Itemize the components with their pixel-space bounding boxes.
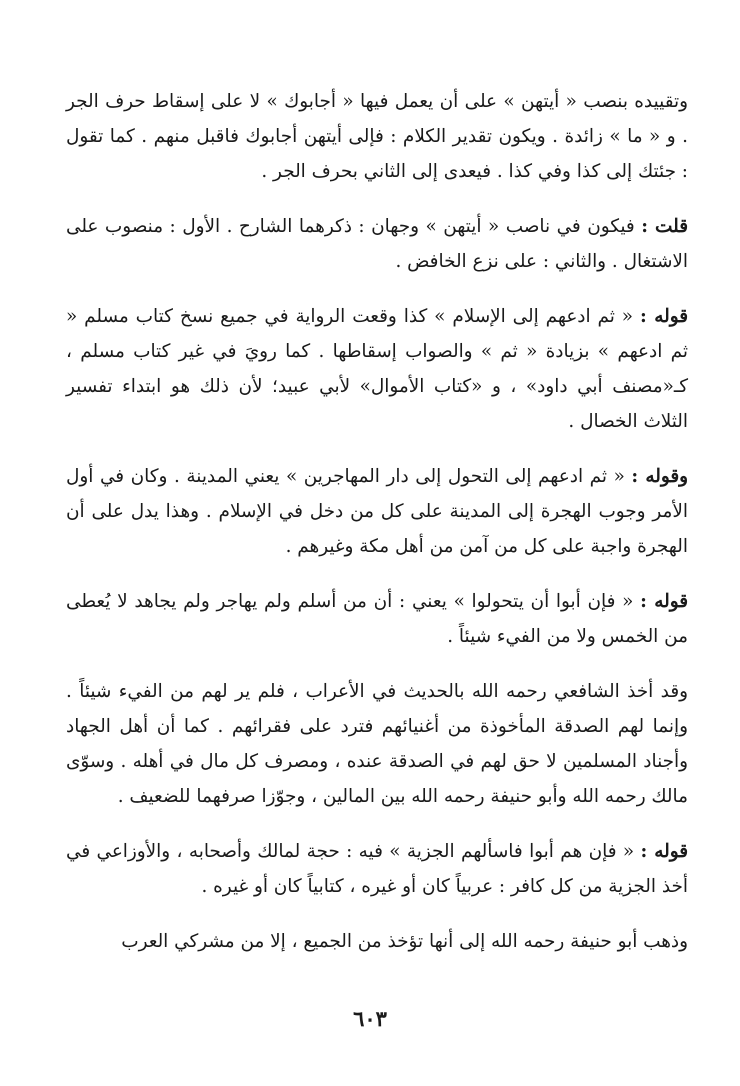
paragraph-5-lead: قوله : [640, 591, 688, 612]
paragraph-1 [66, 84, 688, 189]
paragraph-2-lead: قلت : [641, 216, 688, 237]
paragraph-3-text: « ثم ادعهم إلى الإسلام » كذا وقعت الرواية في جميع نسخ كتاب مسلم « ثم ادعهم » بزيادة « ثم » والصواب إسقاطها . كما رويَ في غير كتاب مسلم ، كـ«مصنف أبي داود» ، و «كتاب الأموال» لأبي عبيد؛ لأن ذلك هو ابتداء تفسير الثلاث الخصال . [66, 306, 688, 432]
paragraph-3 [66, 299, 688, 439]
paragraph-1-text: وتقييده بنصب « أيتهن » على أن يعمل فيها « أجابوك » لا على إسقاط حرف الجر . و « ما » زائدة . ويكون تقدير الكلام : فإلى أيتهن أجابوك فاقبل منهم . كما تقول : جئتك إلى كذا وفي كذا . فيعدى إلى الثاني بحرف الجر . [66, 91, 688, 182]
paragraph-3-lead: قوله : [639, 306, 688, 327]
paragraph-7 [66, 834, 688, 904]
paragraph-5 [66, 584, 688, 654]
paragraph-5-text: « فإن أبوا أن يتحولوا » يعني : أن من أسلم ولم يهاجر ولم يجاهد لا يُعطى من الخمس ولا من الفيء شيئاً . [66, 591, 688, 647]
paragraph-6 [66, 674, 688, 814]
paragraph-4 [66, 459, 688, 564]
paragraph-7-text: « فإن هم أبوا فاسألهم الجزية » فيه : حجة لمالك وأصحابه ، والأوزاعي في أخذ الجزية من كل كافر : عربياً كان أو غيره ، كتابياً كان أو غيره . [66, 841, 688, 897]
paragraph-6-text: وقد أخذ الشافعي رحمه الله بالحديث في الأعراب ، فلم ير لهم من الفيء شيئاً . وإنما لهم الصدقة المأخوذة من أغنيائهم فترد على فقرائهم . كما أن أهل الجهاد وأجناد المسلمين لا حق لهم في الصدقة عنده ، ومصرف كل مال في أهله . وسوّى مالك رحمه الله وأبو حنيفة رحمه الله بين المالين ، وجوّزا صرفهما للضعيف . [66, 681, 688, 807]
paragraph-2-text: فيكون في ناصب « أيتهن » وجهان : ذكرهما الشارح . الأول : منصوب على الاشتغال . والثاني : على نزع الخافض . [66, 216, 688, 272]
paragraph-7-lead: قوله : [640, 841, 688, 862]
page-number: ٦٠٣ [353, 1006, 387, 1031]
paragraph-8 [66, 924, 688, 959]
paragraph-4-text: « ثم ادعهم إلى التحول إلى دار المهاجرين » يعني المدينة . وكان في أول الأمر وجوب الهجرة إلى المدينة على كل من دخل في الإسلام . وهذا يدل على أن الهجرة واجبة على كل من آمن من أهل مكة وغيرهم . [66, 466, 688, 557]
paragraph-8-text: وذهب أبو حنيفة رحمه الله إلى أنها تؤخذ من الجميع ، إلا من مشركي العرب [121, 931, 688, 952]
paragraph-2 [66, 209, 688, 279]
paragraph-4-lead: وقوله : [631, 466, 688, 487]
